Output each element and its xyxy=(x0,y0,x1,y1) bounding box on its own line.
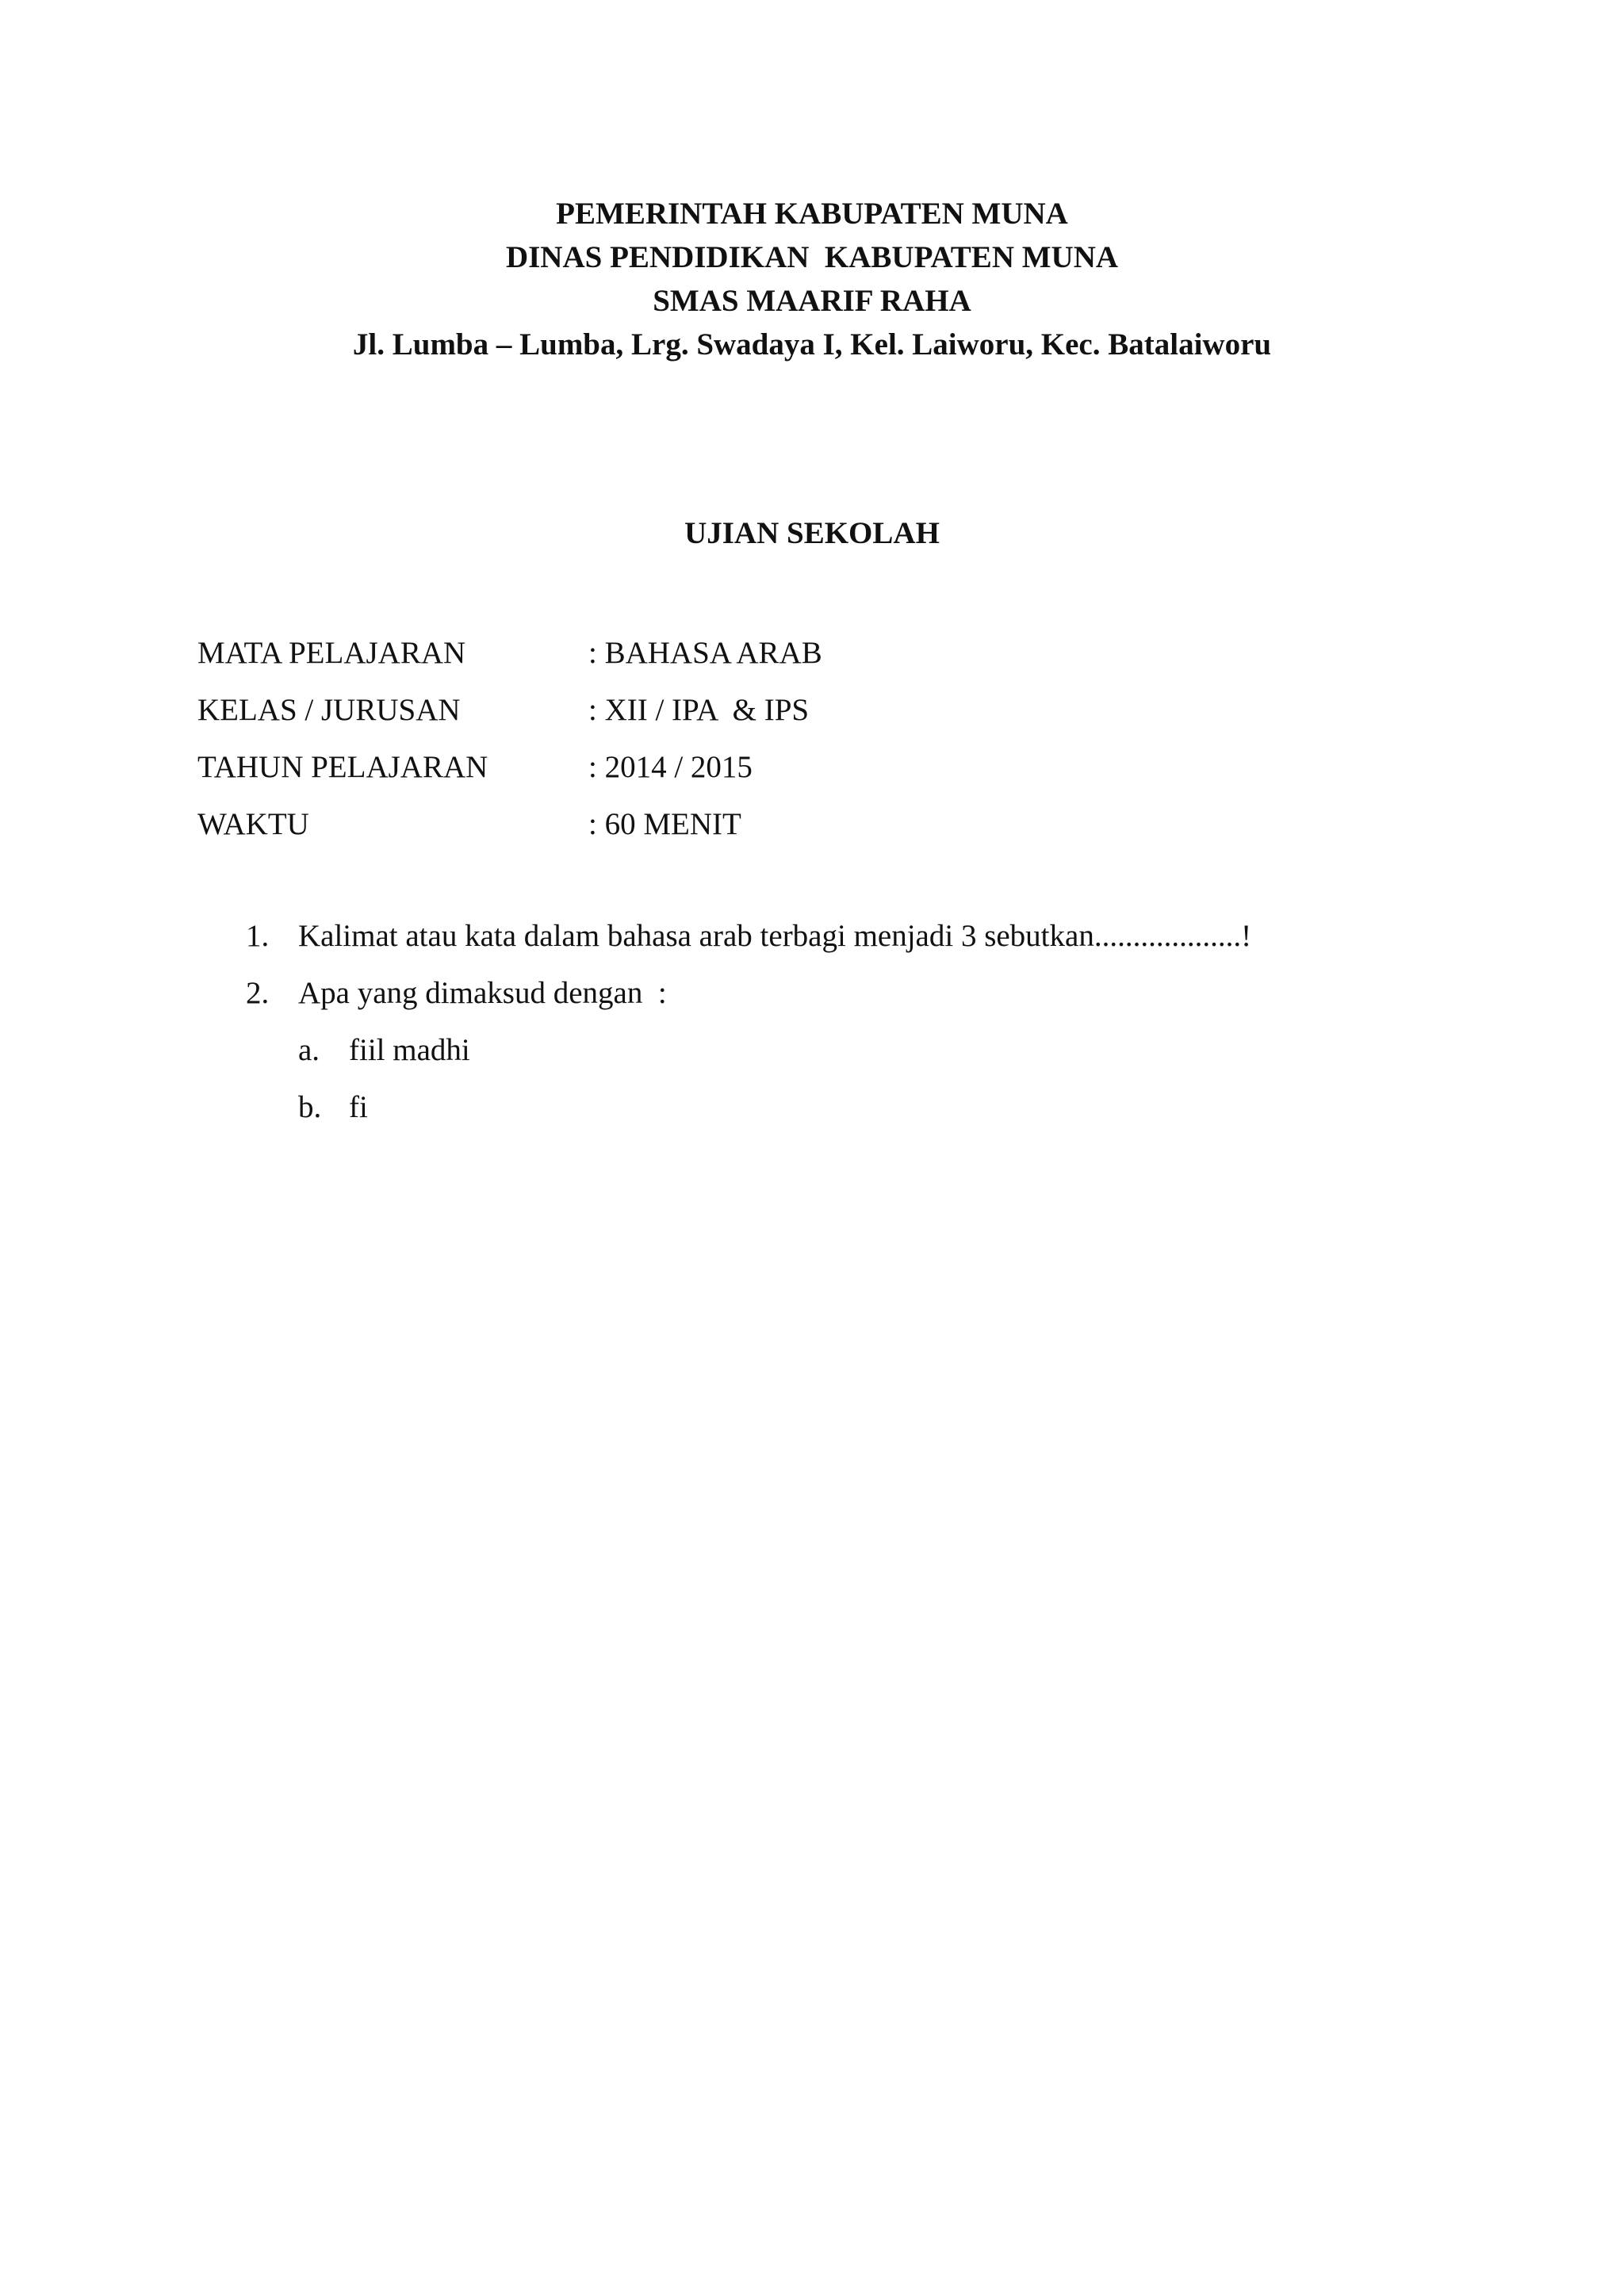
info-row-class xyxy=(197,682,822,739)
letterhead-address: Jl. Lumba – Lumba, Lrg. Swadaya I, Kel. Laiworu, Kec. Batalaiworu xyxy=(352,327,1272,362)
question-list xyxy=(246,908,1251,1136)
info-row-subject xyxy=(197,625,822,682)
info-label: TAHUN PELAJARAN xyxy=(197,750,488,784)
sub-question-text: fi xyxy=(349,1090,368,1124)
sub-question-item-a xyxy=(298,1022,1251,1079)
info-value: : BAHASA ARAB xyxy=(588,636,822,670)
sub-question-list xyxy=(298,1022,1251,1136)
sub-question-letter: a. xyxy=(298,1033,320,1067)
info-row-academic-year xyxy=(197,739,822,796)
letterhead-school-name: SMAS MAARIF RAHA xyxy=(653,284,971,318)
letterhead xyxy=(0,192,1624,366)
question-text: Apa yang dimaksud dengan : xyxy=(298,976,667,1010)
letterhead-department: DINAS PENDIDIKAN KABUPATEN MUNA xyxy=(505,240,1119,274)
info-value: : XII / IPA & IPS xyxy=(588,693,810,727)
question-text: Kalimat atau kata dalam bahasa arab terbagi menjadi 3 sebutkan...................! xyxy=(298,919,1252,953)
info-value: : 2014 / 2015 xyxy=(588,750,753,784)
info-label: KELAS / JURUSAN xyxy=(197,693,461,727)
question-number: 1. xyxy=(246,919,270,953)
question-number: 2. xyxy=(246,976,270,1010)
letterhead-government: PEMERINTAH KABUPATEN MUNA xyxy=(556,197,1068,231)
sub-question-text: fiil madhi xyxy=(349,1033,470,1067)
info-label: WAKTU xyxy=(197,807,309,841)
question-item-2 xyxy=(246,965,1251,1022)
info-row-time xyxy=(197,796,822,853)
info-value: : 60 MENIT xyxy=(588,807,741,841)
exam-info xyxy=(197,625,822,853)
question-item-1 xyxy=(246,908,1251,965)
sub-question-item-b xyxy=(298,1079,1251,1136)
exam-title: UJIAN SEKOLAH xyxy=(684,516,940,550)
sub-question-letter: b. xyxy=(298,1090,322,1124)
info-label: MATA PELAJARAN xyxy=(197,636,466,670)
